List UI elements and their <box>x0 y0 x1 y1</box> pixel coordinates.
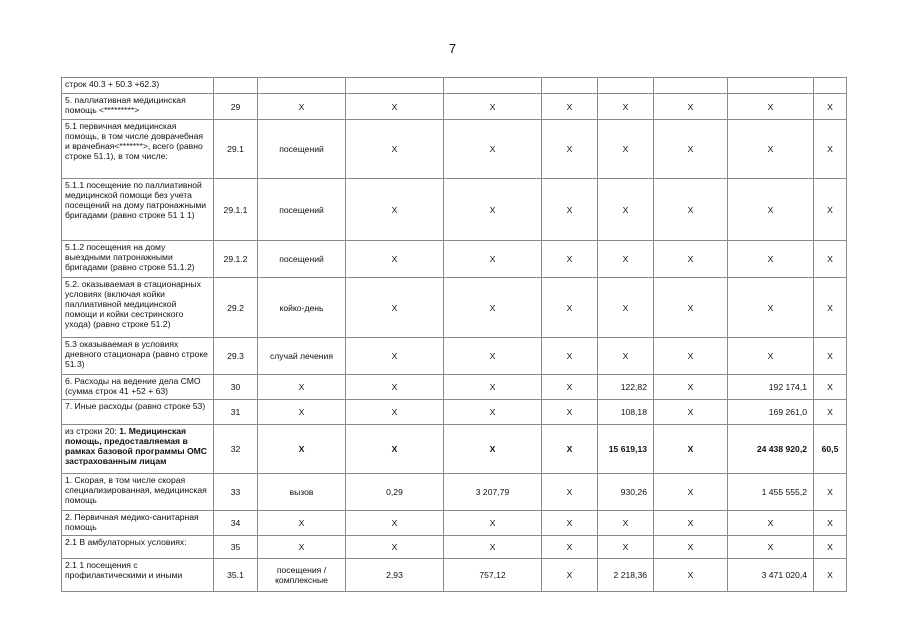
row-value: X <box>654 278 728 338</box>
row-value: X <box>346 375 444 400</box>
row-name: строк 40.3 + 50.3 +62.3) <box>62 78 214 94</box>
row-value: X <box>542 559 598 592</box>
row-value: X <box>444 425 542 474</box>
table-row <box>62 78 847 94</box>
row-value: X <box>814 474 847 511</box>
row-value: X <box>814 241 847 278</box>
row-value: X <box>542 536 598 559</box>
row-value: X <box>444 511 542 536</box>
row-value <box>654 78 728 94</box>
row-value: X <box>542 425 598 474</box>
row-name: 5.2. оказываемая в стационарных условиях (включая койки паллиативной медицинской помощи и койки сестринского ухода) (равно строке 51.2) <box>62 278 214 338</box>
row-code: 32 <box>214 425 258 474</box>
row-value: X <box>444 241 542 278</box>
row-unit: X <box>258 425 346 474</box>
row-value: X <box>598 179 654 241</box>
row-value: X <box>444 375 542 400</box>
row-code: 35 <box>214 536 258 559</box>
row-value: X <box>542 375 598 400</box>
row-value: X <box>654 511 728 536</box>
row-value <box>444 78 542 94</box>
row-value: 2,93 <box>346 559 444 592</box>
row-value: X <box>814 94 847 120</box>
row-value: 3 207,79 <box>444 474 542 511</box>
table-row <box>62 375 847 400</box>
row-unit: X <box>258 511 346 536</box>
row-unit: посещения / комплексные <box>258 559 346 592</box>
row-value: 24 438 920,2 <box>728 425 814 474</box>
row-value: X <box>598 536 654 559</box>
row-value: X <box>654 179 728 241</box>
row-name: 2.1 В амбулаторных условиях: <box>62 536 214 559</box>
row-value: X <box>654 400 728 425</box>
row-value: X <box>346 338 444 375</box>
row-value: X <box>346 94 444 120</box>
row-value: 122,82 <box>598 375 654 400</box>
row-name: 1. Скорая, в том числе скорая специализированная, медицинская помощь <box>62 474 214 511</box>
row-code: 35.1 <box>214 559 258 592</box>
table-row <box>62 278 847 338</box>
row-unit: посещений <box>258 241 346 278</box>
row-value: X <box>444 400 542 425</box>
row-value: X <box>346 536 444 559</box>
row-unit <box>258 78 346 94</box>
row-value: X <box>346 511 444 536</box>
row-unit: койко-день <box>258 278 346 338</box>
row-value: X <box>346 278 444 338</box>
row-value: X <box>542 241 598 278</box>
row-value: 15 619,13 <box>598 425 654 474</box>
table-row <box>62 241 847 278</box>
row-value: X <box>654 425 728 474</box>
row-unit: посещений <box>258 179 346 241</box>
table-row <box>62 511 847 536</box>
table-row <box>62 94 847 120</box>
row-value: 108,18 <box>598 400 654 425</box>
row-name: 7. Иные расходы (равно строке 53) <box>62 400 214 425</box>
row-value: 60,5 <box>814 425 847 474</box>
row-value: X <box>728 94 814 120</box>
row-value: X <box>728 241 814 278</box>
row-unit: случай лечения <box>258 338 346 375</box>
table-row <box>62 536 847 559</box>
row-value: 757,12 <box>444 559 542 592</box>
table-row <box>62 425 847 474</box>
row-value: X <box>728 536 814 559</box>
row-name: 6. Расходы на ведение дела СМО (сумма строк 41 +52 + 63) <box>62 375 214 400</box>
row-name: 5.1.1 посещение по паллиативной медицинской помощи без учета посещений на дому патронажными бригадами (равно строке 51 1 1) <box>62 179 214 241</box>
table-row <box>62 179 847 241</box>
row-value: 2 218,36 <box>598 559 654 592</box>
row-code: 31 <box>214 400 258 425</box>
row-code: 29.3 <box>214 338 258 375</box>
row-value: X <box>814 179 847 241</box>
row-code: 29.1 <box>214 120 258 179</box>
row-value: 1 455 555,2 <box>728 474 814 511</box>
row-code: 29.1.1 <box>214 179 258 241</box>
row-value: X <box>654 338 728 375</box>
row-value: X <box>814 536 847 559</box>
row-value: X <box>346 120 444 179</box>
row-value: X <box>444 536 542 559</box>
table-row <box>62 400 847 425</box>
row-value: X <box>654 241 728 278</box>
row-value: X <box>598 120 654 179</box>
row-value: 3 471 020,4 <box>728 559 814 592</box>
table-row <box>62 559 847 592</box>
row-code: 29.2 <box>214 278 258 338</box>
row-code <box>214 78 258 94</box>
row-value <box>542 78 598 94</box>
row-value: X <box>542 400 598 425</box>
row-value: X <box>814 278 847 338</box>
row-value: X <box>542 120 598 179</box>
row-value: X <box>346 425 444 474</box>
row-value: X <box>444 179 542 241</box>
row-code: 30 <box>214 375 258 400</box>
row-unit: X <box>258 536 346 559</box>
row-value: X <box>598 511 654 536</box>
table-row <box>62 338 847 375</box>
row-value: 0,29 <box>346 474 444 511</box>
row-value: X <box>598 241 654 278</box>
row-value: X <box>444 278 542 338</box>
row-value: 192 174,1 <box>728 375 814 400</box>
row-value: 930,26 <box>598 474 654 511</box>
row-value: X <box>444 94 542 120</box>
row-value: X <box>728 338 814 375</box>
row-unit: X <box>258 375 346 400</box>
financing-table <box>61 77 847 592</box>
row-value: X <box>444 120 542 179</box>
row-value: X <box>542 179 598 241</box>
row-name: 5. паллиативная медицинская помощь <*********> <box>62 94 214 120</box>
table-row <box>62 120 847 179</box>
row-name: 5.1 первичная медицинская помощь, в том числе доврачебная и врачебная<*******>, всего (равно строке 51.1), в том числе: <box>62 120 214 179</box>
row-value <box>728 78 814 94</box>
row-code: 33 <box>214 474 258 511</box>
row-value: X <box>728 179 814 241</box>
row-code: 29 <box>214 94 258 120</box>
row-value: X <box>444 338 542 375</box>
row-value: X <box>542 474 598 511</box>
row-unit: вызов <box>258 474 346 511</box>
row-value: X <box>814 338 847 375</box>
row-value: X <box>654 120 728 179</box>
row-unit: посещений <box>258 120 346 179</box>
row-value: X <box>728 278 814 338</box>
row-value: X <box>542 511 598 536</box>
row-value: X <box>654 559 728 592</box>
row-value: X <box>598 94 654 120</box>
row-unit: X <box>258 94 346 120</box>
row-value: X <box>542 338 598 375</box>
row-value: X <box>814 511 847 536</box>
row-value: X <box>346 241 444 278</box>
page-number: 7 <box>448 41 457 56</box>
row-value: X <box>598 338 654 375</box>
row-name: 2. Первичная медико-санитарная помощь <box>62 511 214 536</box>
row-value: X <box>346 179 444 241</box>
row-name <box>62 425 214 474</box>
row-value: X <box>728 511 814 536</box>
row-unit: X <box>258 400 346 425</box>
row-name: 2.1 1 посещения с профилактическими и иными <box>62 559 214 592</box>
row-value: X <box>346 400 444 425</box>
row-value: X <box>654 474 728 511</box>
row-name-prefix: из строки 20: <box>65 426 120 436</box>
row-value: X <box>814 559 847 592</box>
row-value: X <box>654 94 728 120</box>
row-value: X <box>814 400 847 425</box>
row-name: 5.1.2 посещения на дому выездными патронажными бригадами (равно строке 51.1.2) <box>62 241 214 278</box>
row-value: X <box>654 375 728 400</box>
row-code: 29.1.2 <box>214 241 258 278</box>
row-value: X <box>542 94 598 120</box>
row-code: 34 <box>214 511 258 536</box>
row-value <box>814 78 847 94</box>
row-value: X <box>654 536 728 559</box>
row-value: X <box>814 120 847 179</box>
row-value <box>598 78 654 94</box>
row-value: X <box>598 278 654 338</box>
row-value: X <box>728 120 814 179</box>
row-name: 5.3 оказываемая в условиях дневного стационара (равно строке 51.3) <box>62 338 214 375</box>
table-row <box>62 474 847 511</box>
row-value: X <box>814 375 847 400</box>
row-value: 169 261,0 <box>728 400 814 425</box>
row-value <box>346 78 444 94</box>
row-value: X <box>542 278 598 338</box>
row-name-bold: 1. Медицинская помощь, предоставляемая в рамках базовой программы ОМС застрахованным лицам <box>65 426 208 466</box>
